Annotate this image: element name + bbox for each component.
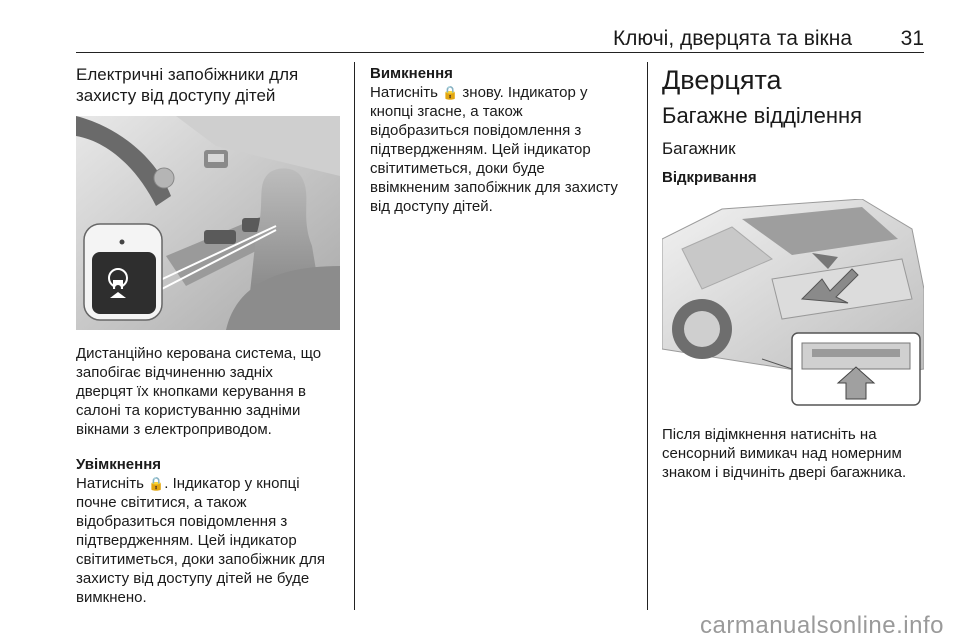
section-title-line-1: Електричні запобіжники для [76,65,299,84]
child-lock-button-illustration [76,116,340,330]
watermark: carmanualsonline.info [700,612,944,639]
column-divider-2 [647,62,648,610]
page-header [76,26,924,52]
intro-line: Дистанційно керована система, що [76,345,322,362]
intro-line: вікнами з електроприводом. [76,421,272,438]
header-rule [76,52,924,53]
on-line: захисту від доступу дітей не буде [76,570,310,587]
on-text-start: Натисніть [76,475,149,492]
off-line: від доступу дітей. [370,198,493,215]
on-paragraph [76,474,342,607]
off-line: ввімкненим запобіжник для захисту [370,179,618,196]
off-line: світитиметься, доки буде [370,160,545,177]
tailgate-opening-illustration [662,199,924,409]
heading-tailgate: Багажник [662,139,736,158]
column-1 [76,64,342,607]
column-2 [370,64,636,216]
body-line: сенсорний вимикач над номерним [662,445,902,462]
off-text-start: Натисніть [370,84,443,101]
off-line: кнопці згасне, а також [370,103,523,120]
column-3 [662,64,924,482]
on-line: вимкнено. [76,589,147,606]
heading-luggage: Багажне відділення [662,103,863,128]
page-number: 31 [900,27,924,50]
on-text-end: . Індикатор у кнопці [164,475,300,492]
body-line: Після відімкнення натисніть на [662,426,877,443]
section-title [76,64,342,106]
off-title: Вимкнення [370,65,453,82]
on-line: відобразиться повідомлення з [76,513,288,530]
child-lock-icon: 🔒 [442,85,459,100]
body-line: знаком і відчиніть двері багажника. [662,464,907,481]
off-text-end: знову. Індикатор у [458,84,588,101]
child-lock-icon: 🔒 [148,476,165,491]
on-line: почне світитися, а також [76,494,247,511]
column-divider-1 [354,62,355,610]
intro-line: дверцят їх кнопками керування в [76,383,306,400]
header-title: Ключі, дверцята та вікна [612,27,852,50]
heading-doors: Дверцята [662,65,782,95]
heading-opening: Відкривання [662,169,757,186]
off-paragraph [370,83,636,216]
on-line: підтвердженням. Цей індикатор [76,532,297,549]
intro-paragraph [76,344,342,439]
section-title-line-2: захисту від доступу дітей [76,86,276,105]
off-line: відобразиться повідомлення з [370,122,582,139]
opening-paragraph [662,425,924,482]
off-line: підтвердженням. Цей індикатор [370,141,591,158]
intro-line: салоні та користуванню задніми [76,402,301,419]
intro-line: запобігає відчиненню задніх [76,364,273,381]
on-line: світитиметься, доки запобіжник для [76,551,325,568]
on-title: Увімкнення [76,456,162,473]
